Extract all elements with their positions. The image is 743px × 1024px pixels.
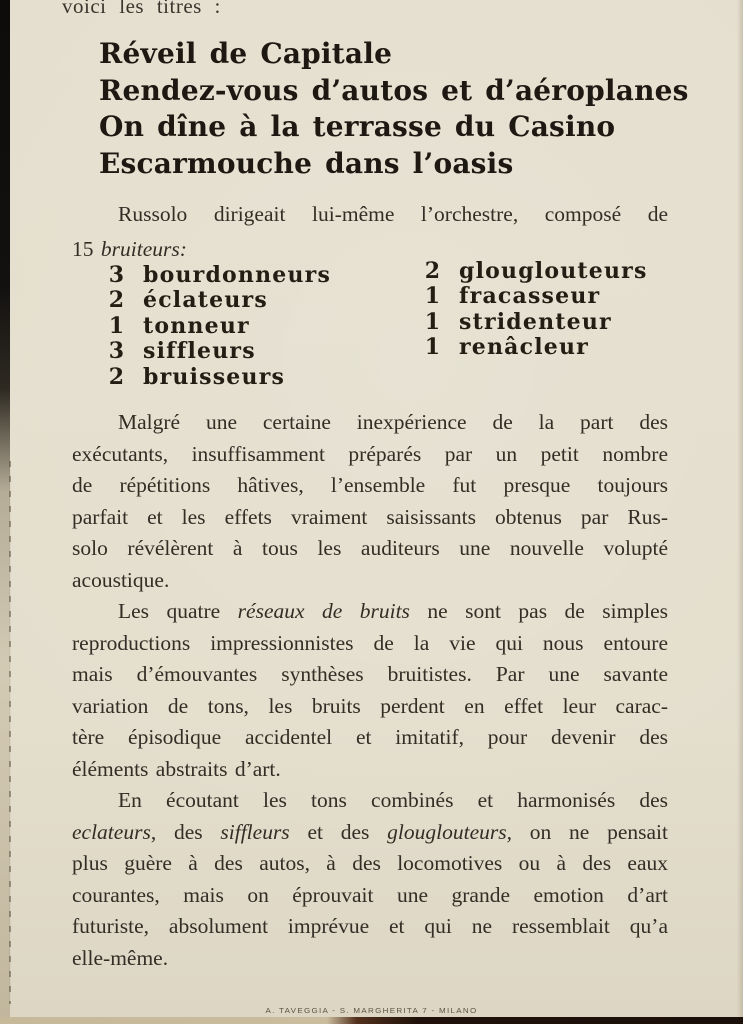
- orchestra-paragraph: [72, 197, 668, 267]
- text-segment: courantes, mais on éprouvait une grande emotion d’art: [72, 882, 668, 907]
- list-item: [106, 263, 331, 288]
- item-name: glouglouteurs: [459, 258, 648, 284]
- text-line: [72, 565, 668, 597]
- text-line: [72, 439, 668, 471]
- list-item: [422, 335, 648, 360]
- item-count: 1: [424, 283, 442, 310]
- text-line: [72, 533, 668, 565]
- item-name: renâcleur: [459, 334, 589, 361]
- item-count: 3: [108, 262, 126, 288]
- page-right-edge-shadow: [737, 0, 743, 1024]
- text-line: [72, 817, 668, 849]
- text-line: [72, 848, 668, 880]
- text-line: [72, 628, 668, 660]
- text-line: [72, 785, 668, 817]
- list-item: [422, 284, 648, 309]
- text-segment: 15: [72, 237, 101, 261]
- text-segment: acoustique.: [72, 567, 170, 592]
- item-name: fracasseur: [459, 283, 601, 310]
- item-name: bourdonneurs: [143, 262, 332, 288]
- text-segment: ne sont pas de simples: [409, 599, 668, 623]
- body-text: [72, 407, 668, 974]
- italic-text-segment: réseaux de bruits: [237, 599, 410, 623]
- text-segment: futuriste, absolument imprévue et qui ne ressemblait qu’a: [72, 914, 668, 938]
- bruiteurs-right-column: [422, 259, 648, 361]
- headline-escarmouche: Escarmouche dans l’oasis: [99, 146, 514, 180]
- text-segment: variation de tons, les bruits perdent en effet leur carac-: [72, 693, 668, 718]
- text-line: [72, 197, 668, 232]
- text-segment: elle-même.: [72, 945, 169, 970]
- text-segment: , des: [150, 819, 221, 844]
- item-count: 2: [108, 287, 126, 314]
- italic-text-segment: glouglouteurs,: [387, 819, 512, 844]
- bruiteurs-left-column: [106, 263, 331, 390]
- list-item: [106, 314, 331, 339]
- text-segment: de répétitions hâtives, l’ensemble fut presque toujours: [72, 473, 668, 497]
- text-segment: reproductions impressionnistes de la vie qui nous entoure: [72, 630, 668, 655]
- item-count: 1: [424, 334, 442, 361]
- item-count: 2: [424, 258, 442, 284]
- text-line: [72, 659, 668, 691]
- intro-line: voici les titres :: [62, 0, 221, 18]
- item-name: stridenteur: [459, 308, 612, 335]
- text-segment: éléments abstraits d’art.: [72, 756, 281, 781]
- list-item: [422, 310, 648, 335]
- text-line: [72, 502, 668, 534]
- item-name: siffleurs: [143, 338, 256, 365]
- list-item: [106, 339, 331, 364]
- paragraph-les-quatre: [72, 596, 668, 785]
- text-line: [72, 722, 668, 754]
- item-count: 1: [424, 308, 442, 335]
- italic-text-segment: bruiteurs:: [100, 237, 187, 261]
- headline-rendez-vous: Rendez-vous d’autos et d’aéroplanes: [99, 73, 689, 107]
- text-segment: mais d’émouvantes synthèses bruitistes. Par une savante: [72, 662, 668, 686]
- text-line: [72, 880, 668, 912]
- text-segment: Malgré une certaine inexpérience de la part des: [118, 410, 668, 434]
- italic-text-segment: siffleurs: [220, 819, 290, 844]
- headline-on-dine: On dîne à la terrasse du Casino: [99, 110, 616, 143]
- list-item: [422, 259, 648, 284]
- text-segment: En écoutant les tons combinés et harmonisés des: [118, 788, 668, 812]
- text-segment: parfait et les effets vraiment saisissants obtenus par Rus-: [72, 504, 668, 529]
- printer-credit: A. TAVEGGIA - S. MARGHERITA 7 - MILANO: [265, 1006, 478, 1015]
- text-segment: Les quatre: [118, 599, 238, 623]
- text-segment: solo révélèrent à tous les auditeurs une nouvelle volupté: [72, 536, 668, 560]
- page-crease-line: [9, 461, 11, 1004]
- paragraph-malgre: [72, 407, 668, 596]
- item-name: tonneur: [143, 312, 250, 339]
- item-name: bruisseurs: [143, 363, 286, 390]
- text-line: [72, 596, 668, 628]
- item-count: 1: [108, 312, 126, 339]
- list-item: [106, 288, 331, 313]
- text-segment: plus guère à des autos, à des locomotives ou à des eaux: [72, 851, 668, 875]
- item-count: 2: [108, 363, 126, 390]
- text-segment: tère épisodique accidentel et imitatif, pour devenir des: [72, 725, 668, 749]
- text-line: [72, 943, 668, 975]
- headline-block: [99, 36, 689, 182]
- paragraph-en-ecoutant: [72, 785, 668, 974]
- text-segment: Russolo dirigeait lui-même l’orchestre, composé de: [118, 202, 668, 226]
- item-count: 3: [108, 338, 126, 365]
- italic-text-segment: eclateurs: [72, 819, 151, 844]
- page-bottom-edge-shadow: [0, 1017, 743, 1024]
- item-name: éclateurs: [143, 287, 268, 314]
- text-segment: on ne pensait: [512, 819, 668, 844]
- list-item: [106, 365, 331, 390]
- headline-reveil-de-capitale: Réveil de Capitale: [99, 37, 393, 70]
- text-line: [72, 911, 668, 943]
- text-segment: et des: [289, 819, 388, 844]
- text-line: [72, 754, 668, 786]
- text-line: [72, 407, 668, 439]
- text-line: [72, 470, 668, 502]
- text-line: [72, 691, 668, 723]
- text-segment: exécutants, insuffisamment préparés par un petit nombre: [72, 441, 668, 466]
